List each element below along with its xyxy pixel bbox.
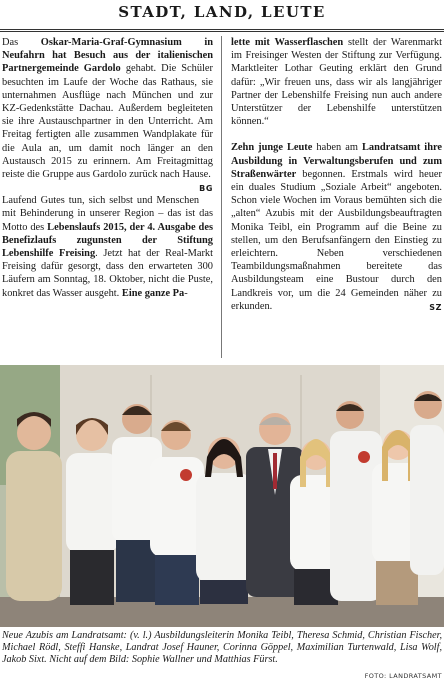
article-lebenslauf-highlight-3: lette mit Wasserflaschen	[231, 37, 344, 48]
article-azubis-body: begonnen. Erstmals wird heuer ein duales Studium „Soziale Arbeit“ angeboten. Schon viele Wochen im Voraus bemühten sich die „alten“ Azubis mit der Ausbildungsbeauftragten Monika Teibl, ein Programm auf die Beine zu stellen, um den Berufsanfängern den Einstieg zu erleichtern. Neben verschiedenen Teambildungsmaßnahmen bereitete das Ausbildungsteam eine Bustour durch den Landkreis vor, um die 24 Gemeinden näher zu erkunden.	[231, 168, 442, 312]
article-azubis-lead: Zehn junge Leute	[231, 142, 313, 154]
article-lebenslauf-intro: Laufend Gutes tun, sich selbst und Menschen mit Behinderung in unserer Region – das ist das Motto des	[2, 195, 213, 233]
article-lebenslauf-highlight: Lebenslaufs 2015, der 4. Ausgabe des Benefizlaufs zugunsten der Stiftung Lebenshilfe Freising	[2, 221, 213, 260]
article-lebenslauf-body: . Jetzt hat der Real-Markt Freising dafür gesorgt, dass den erwarteten 300 Läufern am Sonntag, 18. Oktober, nicht die Puste, konkret das Wasser ausgeht.	[2, 248, 214, 299]
article-lebenslauf: Laufend Gutes tun, sich selbst und Menschen mit Behinderung in unserer Region – das ist das Motto des Lebenslaufs 2015, der 4. Ausgabe des Benefizlaufs zugunsten der Stiftung Lebenshilfe Freising. Jetzt hat der Real-Markt Freising dafür gesorgt, dass den erwarteten 300 Läufern am Sonntag, 18. Oktober, nicht die Puste, konkret das Wasser ausgeht. Eine ganze Pa-	[2, 195, 214, 299]
header-rule	[0, 29, 444, 32]
article-gardolo	[2, 36, 213, 194]
group-photo-illustration	[0, 365, 444, 627]
left-column	[2, 36, 213, 300]
article-azubis-text: haben am	[312, 142, 362, 154]
article-gardolo-body: gehabt. Die Schüler besuchten im Laufe der Woche das Rathaus, sie unternahmen Ausflüge nach München und zur KZ-Gedenkstätte Dachau. Außerdem begleiteten sie ihre Austauschpartner in den Unterricht. Am Freitag fertigten alle zusammen Wandplakate für die Aula an, um damit noch länger an den Austausch 2015 zu erinnern. Am Freitagmittag reiste die Gruppe aus Gardolo zurück nach Hause.	[2, 63, 213, 181]
article-azubis	[231, 141, 442, 313]
right-column	[231, 36, 442, 314]
article-lebenslauf-highlight-2: Eine ganze Pa	[121, 287, 185, 299]
author-signature: BG	[199, 184, 213, 194]
article-azubis-highlight: Landratsamt ihre Ausbildung in Verwaltungsberufen und zum Straßenwärter	[231, 142, 443, 180]
article-gardolo-lead: Oskar-Maria-Graf-Gymnasium in Neufahrn hat Besuch aus der italienischen Partnergemeinde Gardolo	[2, 37, 213, 75]
photo-credit: FOTO: LANDRATSAMT	[364, 672, 442, 680]
group-photo	[0, 365, 444, 627]
author-signature: SZ	[429, 302, 442, 312]
article-lebenslauf-continuation: stellt der Warenmarkt im Freisinger Westen der Stiftung zur Verfügung. Marktleiter Lothar Geuting erklärt den Grund dafür: „Wir freuen uns, dass wir als langjähriger Partner der Lebenshilfe Freising nun auch andere Unterstützer der Lebenshilfe unterstützen können.“	[231, 37, 442, 128]
photo-caption: Neue Azubis am Landratsamt: (v. l.) Ausbildungsleiterin Monika Teibl, Theresa Schmid, Christian Fischer, Michael Rödl, Steffi Hanske, Landrat Josef Hauner, Corinna Göppel, Maximilian Turtenwald, Lisa Wolf, Jakob Sixt. Nicht auf dem Bild: Sophie Wallner und Matthias Fürst.	[2, 630, 442, 666]
article-gardolo-intro: Das	[2, 37, 41, 48]
article-lebenslauf-continued	[231, 36, 442, 128]
section-header: STADT, LAND, LEUTE	[118, 3, 326, 21]
column-divider	[221, 36, 222, 358]
